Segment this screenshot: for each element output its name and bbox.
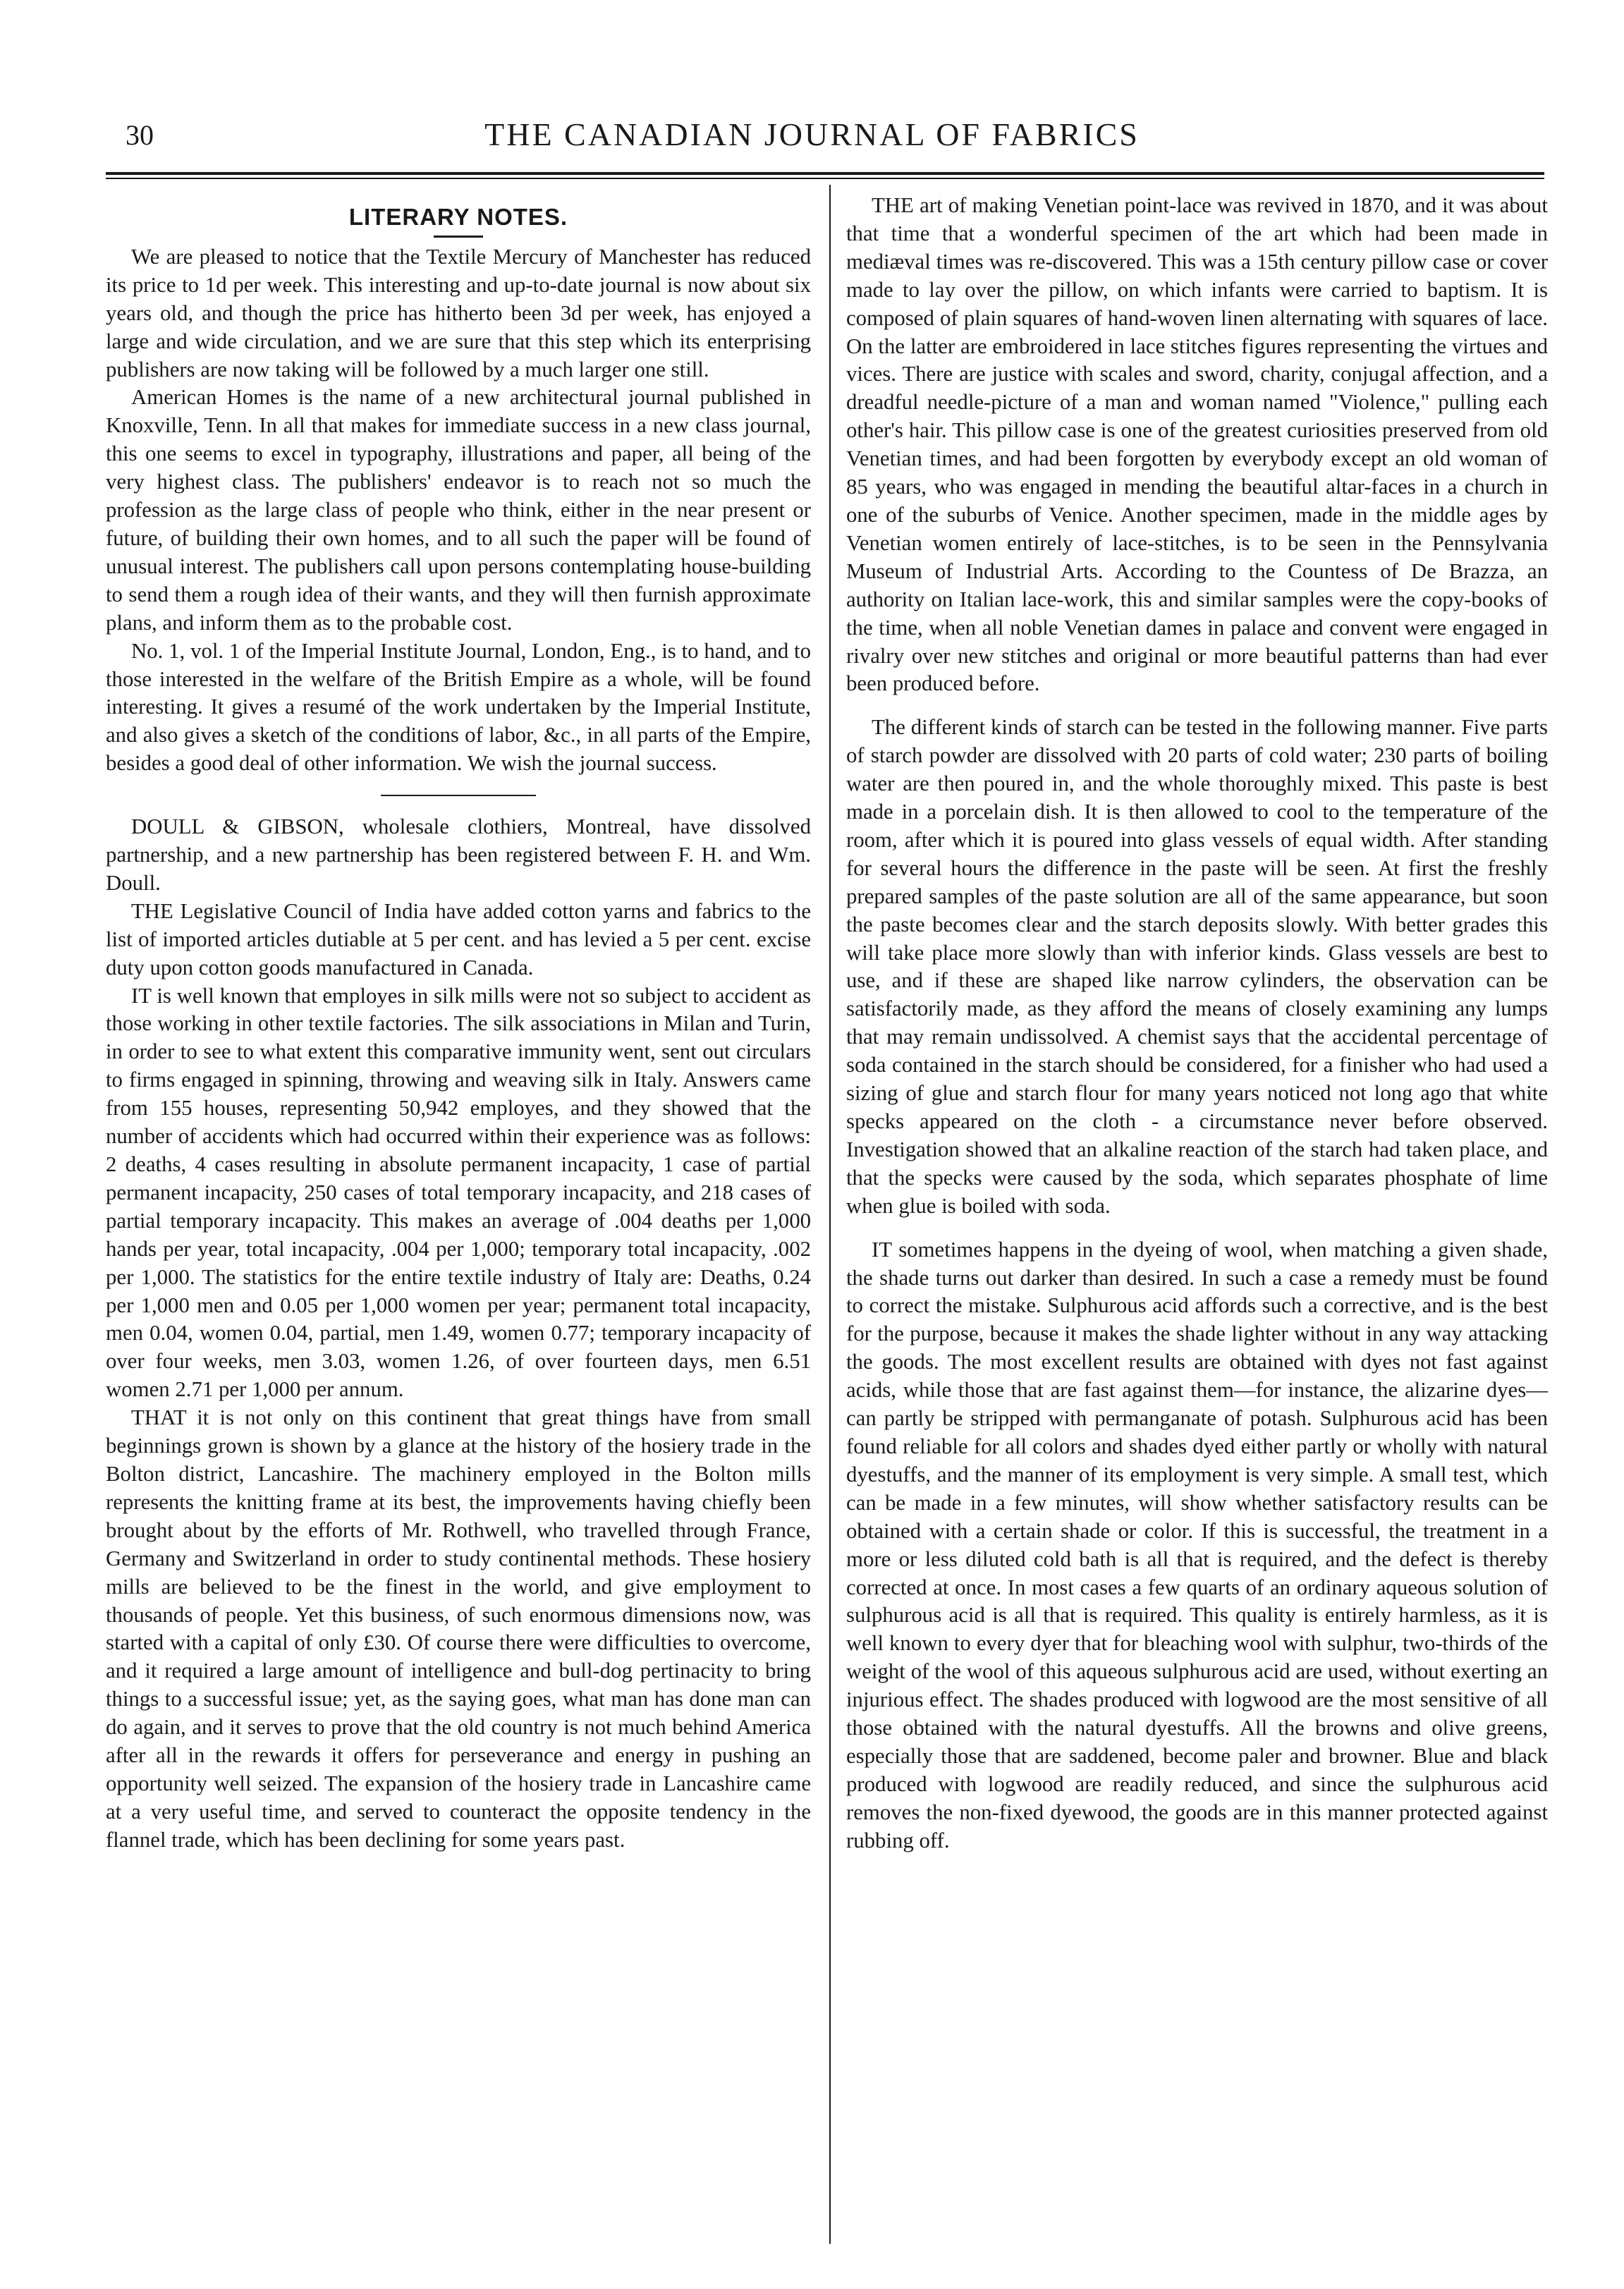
- header-rule: [106, 172, 1544, 175]
- paragraph-silk-mills: IT is well known that employes in silk mills were not so subject to accident as those working in other textile factories. The silk associations in Milan and Turin, in order to see to what extent this comparative immunity went, sent out circulars to firms engaged in spinning, throwing and weaving silk in Italy. Answers came from 155 houses, representing 50,942 employes, and they showed that the number of accidents which had occurred within their experience was as follows: 2 deaths, 4 cases resulting in absolute permanent incapacity, 1 case of partial permanent incapacity, 250 cases of total temporary incapacity, and 218 cases of partial temporary incapacity. This makes an average of .004 deaths per 1,000 hands per year, total incapacity, .004 per 1,000; temporary total incapacity, .002 per 1,000. The statistics for the entire textile industry of Italy are: Deaths, 0.24 per 1,000 men and 0.05 per 1,000 women per year; permanent total incapacity, men 0.04, women 0.04, partial, men 1.49, women 0.77; temporary incapacity of over four weeks, men 3.03, women 1.26, of over fourteen days, men 6.51 women 2.71 per 1,000 per annum.: [106, 983, 811, 1402]
- left-column: [106, 192, 811, 1855]
- column-divider: [829, 185, 831, 2244]
- paragraph-american-homes: American Homes is the name of a new architectural journal published in Knoxville, Tenn. In all that makes for immediate success in a new class journal, this one seems to excel in typography, illustrations and paper, all being of the very highest class. The publishers' endeavor is to reach not so much the profession as the large class of people who think, either in the near present or future, of building their own homes, and to all such the paper will be found of unusual interest. The publishers call upon persons contemplating house-building to send them a rough idea of their wants, and they will then furnish approximate plans, and inform them as to the probable cost.: [106, 385, 811, 635]
- header-rule-thin: [106, 178, 1544, 179]
- paragraph-bolton-hosiery: THAT it is not only on this continent that great things have from small beginnings grown is shown by a glance at the history of the hosiery trade in the Bolton district, Lancashire. The machinery employed in the Bolton mills represents the knitting frame at its best, the improvements having chiefly been brought about by the efforts of Mr. Rothwell, who travelled through France, Germany and Switzerland in order to study continental methods. These hosiery mills are believed to be the finest in the world, and give employment to thousands of people. Yet this business, of such enormous dimensions now, was started with a capital of only £30. Of course there were difficulties to overcome, and it required a large amount of intelligence and bull-dog pertinacity to bring things to a successful issue; yet, as the saying goes, what man has done man can do again, and it serves to prove that the old country is not much behind America after all in the rewards it offers for perseverance and energy in pushing an opportunity well seized. The expansion of the hosiery trade in Lancashire came at a very useful time, and served to counteract the opposite tendency in the flannel trade, which has been declining for some years past.: [106, 1405, 811, 1852]
- paragraph-gap: [846, 1221, 1548, 1236]
- journal-title: THE CANADIAN JOURNAL OF FABRICS: [484, 116, 1140, 152]
- paragraph-doull-gibson: DOULL & GIBSON, wholesale clothiers, Montreal, have dissolved partnership, and a new partnership has been registered between F. H. and Wm. Doull.: [106, 814, 811, 895]
- section-divider: [381, 795, 536, 796]
- paragraph-gap: [846, 698, 1548, 714]
- paragraph-textile-mercury: We are pleased to notice that the Textile Mercury of Manchester has reduced its price to 1d per week. This interesting and up-to-date journal is now about six years old, and though the price has hitherto been 3d per week, has enjoyed a large and wide circulation, and we are sure that this step which its enterprising publishers are now taking will be followed by a much larger one still.: [106, 244, 811, 382]
- right-column: [846, 192, 1548, 1855]
- section-heading: LITERARY NOTES.: [348, 204, 568, 230]
- paragraph-starch-test: The different kinds of starch can be tested in the following manner. Five parts of starch powder are dissolved with 20 parts of cold water; 230 parts of boiling water are then poured in, and the whole thoroughly mixed. This paste is best made in a porcelain dish. It is then allowed to cool to the temperature of the room, after which it is poured into glass vessels of equal width. After standing for several hours the difference in the paste will be seen. At first the freshly prepared samples of the paste solution are all of the same appearance, but soon the paste becomes clear and the starch deposits slowly. With better grades this will take place more slowly than with inferior kinds. Glass vessels are best to use, and if these are shaped like narrow cylinders, the observation can be satisfactorily made, as they afford the means of closely examining any lumps that may remain undissolved. A chemist says that the accidental percentage of soda contained in the starch should be considered, for a finisher who had used a sizing of glue and starch flour for many years noticed not long ago that white specks appeared on the cloth - a circumstance never before observed. Investigation showed that an alkaline reaction of the starch had taken place, and that the specks were caused by the soda, which separates phosphate of lime when glue is boiled with soda.: [846, 715, 1548, 1218]
- paragraph-wool-dyeing: IT sometimes happens in the dyeing of wool, when matching a given shade, the shade turns out darker than desired. In such a case a remedy must be found to correct the mistake. Sulphurous acid affords such a corrective, and is the best for the purpose, because it makes the shade lighter without in any way attacking the goods. The most excellent results are obtained with dyes not fast against acids, while those that are fast against them—for instance, the alizarine dyes—can partly be stripped with permanganate of potash. Sulphurous acid has been found reliable for all colors and shades dyed either partly or wholly with natural dyestuffs, and the manner of its employment is very simple. A small test, which can be made in a few minutes, will show whether satisfactory results can be obtained with a certain shade or color. If this is successful, the treatment in a more or less diluted cold bath is all that is required, and the defect is thereby corrected at once. In most cases a few quarts of an ordinary aqueous solution of sulphurous acid is all that is required. This quality is entirely harmless, as it is well known to every dyer that for bleaching wool with sulphur, two-thirds of the weight of the wool of this aqueous sulphurous acid are used, without exerting an injurious effect. The shades produced with logwood are the most sensitive of all those obtained with the natural dyestuffs. All the browns and olive greens, especially those that are saddened, become paler and browner. Blue and black produced with logwood are readily reduced, and since the sulphurous acid removes the non-fixed dyewood, the goods are in this manner protected against rubbing off.: [846, 1237, 1548, 1852]
- heading-dash: [434, 236, 483, 238]
- paragraph-venetian-lace: THE art of making Venetian point-lace was revived in 1870, and it was about that time that a wonderful specimen of the art which had been made in mediæval times was re-discovered. This was a 15th century pillow case or cover made to lay over the pillow, on which infants were carried to baptism. It is composed of plain squares of hand-woven linen alternating with squares of lace. On the latter are embroidered in lace stitches figures representing the virtues and vices. There are justice with scales and sword, charity, conjugal affection, and a dreadful needle-picture of a man and woman named "Violence," pulling each other's hair. This pillow case is one of the greatest curiosities preserved from old Venetian times, and had been forgotten by everybody except an old woman of 85 years, who was engaged in mending the beautiful altar-faces in a church in one of the suburbs of Venice. Another specimen, made in the middle ages by Venetian women entirely of lace-stitches, is to be seen in the Pennsylvania Museum of Industrial Arts. According to the Countess of De Brazza, an authority on Italian lace-work, this and similar samples were the copy-books of the time, when all noble Venetian dames in palace and convent were engaged in rivalry over new stitches and original or more beautiful patterns than had ever been produced before.: [846, 193, 1548, 696]
- paragraph-india-council: THE Legislative Council of India have added cotton yarns and fabrics to the list of imported articles dutiable at 5 per cent. and has levied a 5 per cent. excise duty upon cotton goods manufactured in Canada.: [106, 898, 811, 979]
- page-number: 30: [126, 119, 154, 151]
- paragraph-imperial-institute: No. 1, vol. 1 of the Imperial Institute Journal, London, Eng., is to hand, and to those interested in the welfare of the British Empire as a whole, will be found interesting. It gives a resumé of the work undertaken by the Imperial Institute, and also gives a sketch of the conditions of labor, &c., in all parts of the Empire, besides a good deal of other information. We wish the journal success.: [106, 638, 811, 776]
